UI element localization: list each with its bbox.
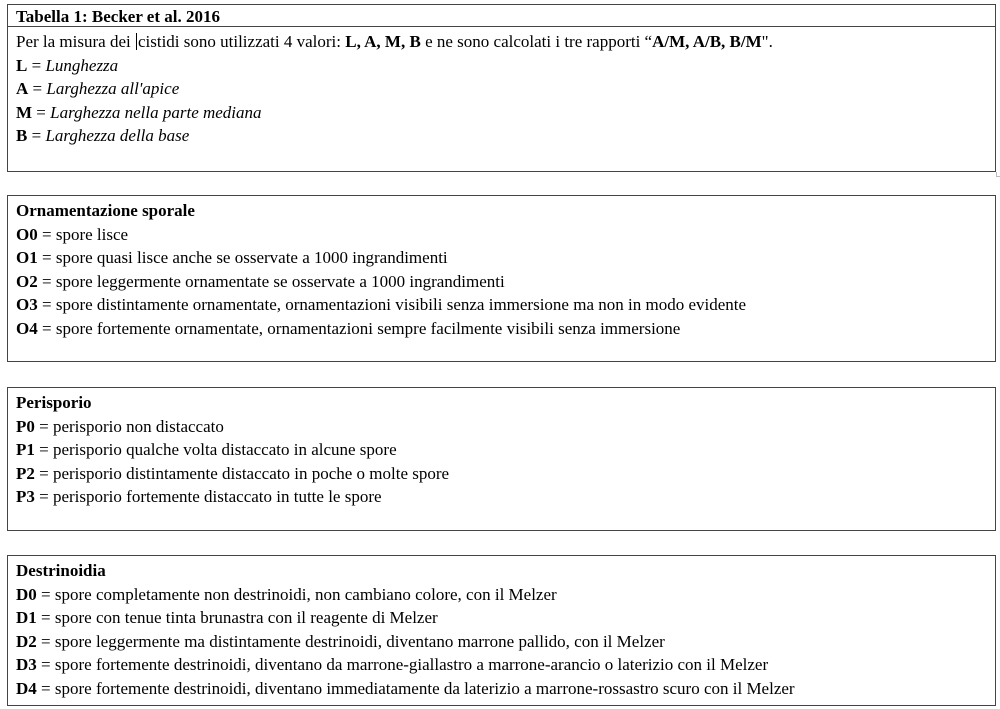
def-text: Larghezza nella parte mediana <box>50 102 262 122</box>
list-item <box>16 677 987 701</box>
intro-text: Per la misura dei <box>16 32 135 51</box>
item-key: O2 <box>16 271 38 291</box>
item-key: P3 <box>16 487 35 506</box>
list-item <box>16 583 987 607</box>
def-sep: = <box>32 102 51 122</box>
table-header: Tabella 1: Becker et al. 2016 <box>8 5 995 27</box>
item-key: D2 <box>16 631 37 651</box>
definition-b <box>16 124 987 148</box>
section-title: Perisporio <box>16 393 92 412</box>
item-key: O0 <box>16 224 38 244</box>
item-key: P2 <box>16 463 35 483</box>
table-body <box>8 27 995 148</box>
item-key: P0 <box>16 416 35 436</box>
intro-post: ". <box>761 32 773 51</box>
list-item <box>16 606 987 630</box>
item-key: D1 <box>16 608 37 627</box>
item-text: = perisporio non distaccato <box>34 416 224 436</box>
item-text: = spore leggermente ornamentate se osservate a 1000 ingrandimenti <box>37 271 505 291</box>
item-key: D0 <box>16 584 37 604</box>
item-key: D4 <box>16 678 37 698</box>
list-item <box>16 317 987 341</box>
list-item <box>16 223 987 247</box>
def-key: M <box>16 102 33 122</box>
table-becker <box>7 4 996 172</box>
intro-text-2: cistidi sono utilizzati 4 valori: <box>137 32 346 51</box>
table-perisporio <box>7 387 996 531</box>
section-title: Destrinoidia <box>16 561 106 580</box>
item-text: = spore completamente non destrinoidi, non cambiano colore, con il Melzer <box>36 584 557 604</box>
list-item <box>16 415 987 439</box>
table-ornamentazione <box>7 195 996 362</box>
def-key: A <box>16 79 29 98</box>
definition-l <box>16 54 987 78</box>
item-key: O4 <box>16 318 38 338</box>
item-text: = spore lisce <box>37 224 129 244</box>
text-cursor <box>136 33 137 50</box>
list-item <box>16 462 987 486</box>
item-text: = spore con tenue tinta brunastra con il reagente di Melzer <box>36 608 438 627</box>
item-text: = spore fortemente ornamentate, ornamentazioni sempre facilmente visibili senza immersione <box>37 318 681 338</box>
table-end-marker <box>996 172 1000 177</box>
def-text: Lunghezza <box>45 55 119 75</box>
item-key: O3 <box>16 295 38 314</box>
list-item <box>16 270 987 294</box>
def-text: Larghezza della base <box>45 126 190 145</box>
definition-m <box>16 101 987 125</box>
def-sep: = <box>27 126 46 145</box>
item-text: = spore fortemente destrinoidi, diventano da marrone-giallastro a marrone-arancio o laterizio con il Melzer <box>36 655 769 674</box>
def-key: L <box>16 55 28 75</box>
item-text: = perisporio qualche volta distaccato in alcune spore <box>34 440 397 459</box>
def-sep: = <box>27 55 46 75</box>
intro-keys: L, A, M, B <box>345 32 421 51</box>
item-key: P1 <box>16 440 35 459</box>
list-item <box>16 293 987 317</box>
item-text: = spore leggermente ma distintamente destrinoidi, diventano marrone pallido, con il Melzer <box>36 631 665 651</box>
item-text: = perisporio fortemente distaccato in tutte le spore <box>34 487 382 506</box>
intro-mid: e ne sono calcolati i tre rapporti “ <box>420 32 653 51</box>
item-key: O1 <box>16 248 38 267</box>
item-key: D3 <box>16 655 37 674</box>
item-text: = spore fortemente destrinoidi, diventano immediatamente da laterizio a marrone-rossastro scuro con il Melzer <box>36 678 795 698</box>
def-sep: = <box>28 79 47 98</box>
item-text: = spore distintamente ornamentate, ornamentazioni visibili senza immersione ma non in modo evidente <box>37 295 747 314</box>
section-title: Ornamentazione sporale <box>16 201 195 220</box>
item-text: = spore quasi lisce anche se osservate a 1000 ingrandimenti <box>37 248 448 267</box>
table-destrinoidia <box>7 555 996 706</box>
item-text: = perisporio distintamente distaccato in poche o molte spore <box>34 463 450 483</box>
def-key: B <box>16 126 28 145</box>
list-item <box>16 653 987 677</box>
definition-a <box>16 77 987 101</box>
list-item <box>16 630 987 654</box>
list-item <box>16 438 987 462</box>
list-item <box>16 485 987 509</box>
intro-line <box>16 30 987 54</box>
list-item <box>16 246 987 270</box>
def-text: Larghezza all'apice <box>46 79 180 98</box>
intro-ratios: A/M, A/B, B/M <box>652 32 762 51</box>
